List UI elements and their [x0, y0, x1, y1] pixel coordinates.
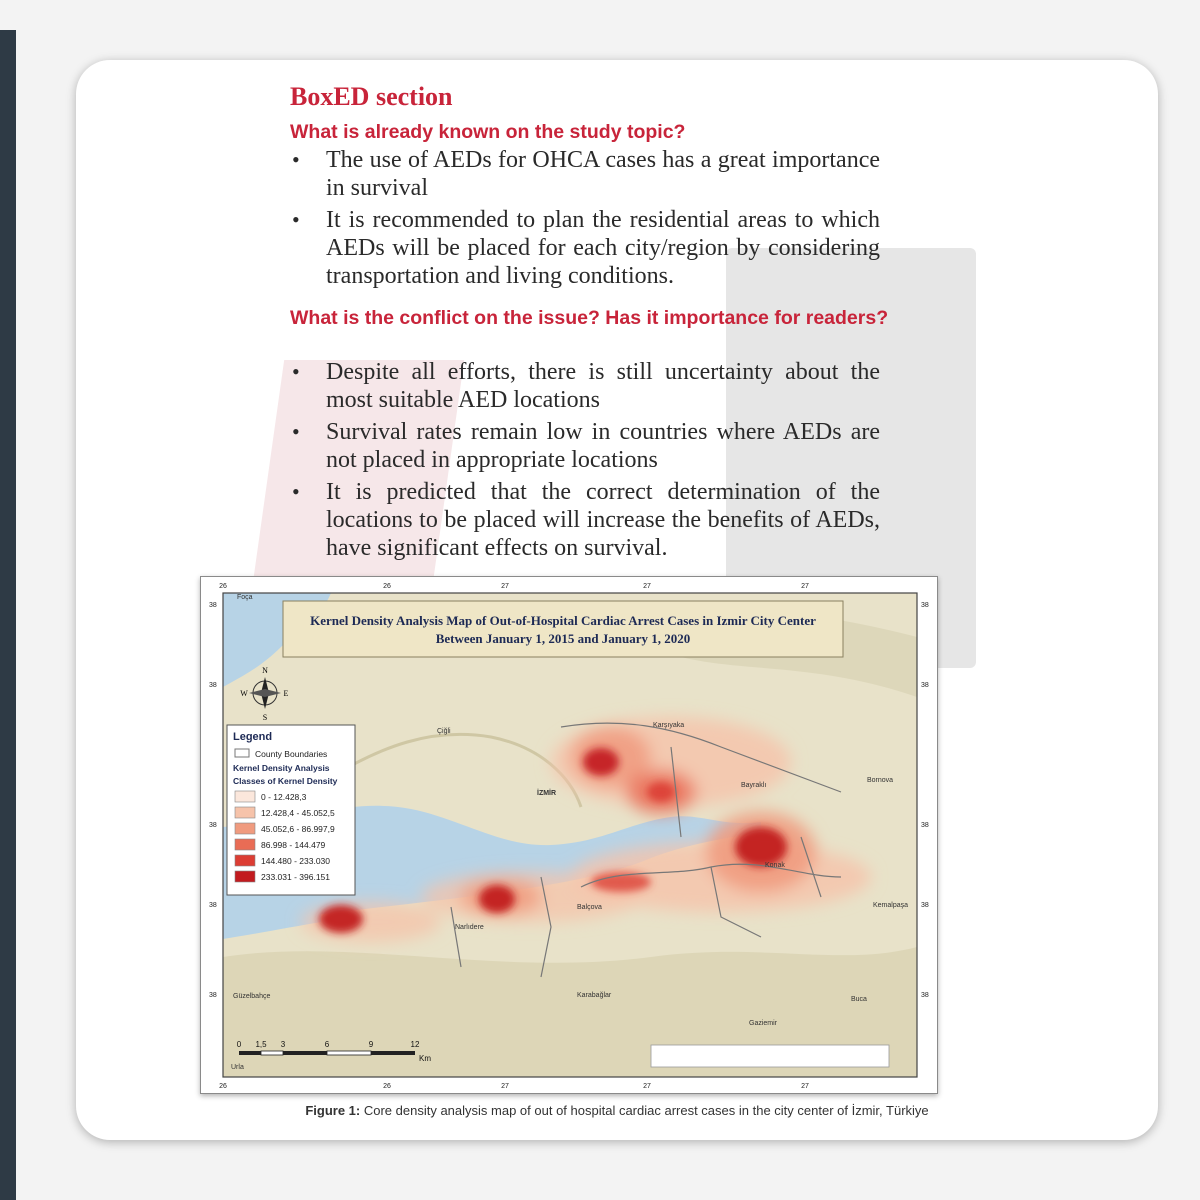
- kernel-density-map: [200, 576, 938, 1094]
- legend-boundary-label: County Boundaries: [255, 749, 328, 759]
- coord-left-label: 38: [209, 602, 217, 609]
- compass-w: W: [240, 689, 248, 698]
- legend-swatch: [235, 807, 255, 818]
- place-label-guzelbahce: Güzelbahçe: [233, 993, 271, 1000]
- coord-left-label: 38: [209, 902, 217, 909]
- coord-right-label: 38: [921, 992, 929, 999]
- legend-class-label: 45.052,6 - 86.997,9: [261, 824, 335, 834]
- place-label-buca: Buca: [851, 996, 867, 1003]
- place-label-gaziemir: Gaziemir: [749, 1020, 778, 1027]
- coord-left-label: 38: [209, 682, 217, 689]
- bullet-item: • It is predicted that the correct determination of the locations to be placed will increase the benefits of AEDs, have significant effects on survival.: [290, 478, 880, 562]
- conflict-bullet-list: [290, 358, 880, 566]
- question-conflict-heading: What is the conflict on the issue? Has it importance for readers?: [290, 307, 889, 329]
- coord-bottom-label: 26: [383, 1083, 391, 1090]
- place-label-balcova: Balçova: [577, 904, 602, 911]
- coord-top-label: 26: [219, 583, 227, 590]
- legend-kda-label: Kernel Density Analysis: [233, 763, 330, 773]
- place-label-bornova: Bornova: [867, 777, 894, 784]
- scale-tick-label: 9: [368, 1040, 374, 1049]
- map-title-line2: Between January 1, 2015 and January 1, 2020: [435, 631, 691, 646]
- place-label-narlidere: Narlıdere: [455, 924, 484, 931]
- scale-tick-label: 6: [324, 1040, 330, 1049]
- figure-caption-text: Core density analysis map of out of hospital cardiac arrest cases in the city center of İzmir, Türkiye: [360, 1103, 929, 1118]
- coord-bottom-label: 26: [219, 1083, 227, 1090]
- coord-right-label: 38: [921, 902, 929, 909]
- coord-left-label: 38: [209, 992, 217, 999]
- map-legend: [227, 725, 355, 895]
- compass-e: E: [283, 689, 289, 698]
- coord-bottom-label: 27: [501, 1083, 509, 1090]
- legend-swatch: [235, 855, 255, 866]
- legend-swatch: [235, 791, 255, 802]
- left-accent-bar: [0, 30, 16, 1200]
- scale-tick-label: 3: [280, 1040, 286, 1049]
- coord-right-label: 38: [921, 822, 929, 829]
- scale-tick-label: 0: [236, 1040, 242, 1049]
- compass-s: S: [262, 713, 268, 722]
- legend-class-label: 12.428,4 - 45.052,5: [261, 808, 335, 818]
- place-label-karsiyaka: Karşıyaka: [653, 722, 685, 729]
- map-svg: [201, 577, 937, 1093]
- scale-unit: Km: [419, 1054, 431, 1063]
- attribution-box: [651, 1045, 889, 1067]
- coord-bottom-label: 27: [801, 1083, 809, 1090]
- legend-class-label: 144.480 - 233.030: [261, 856, 331, 866]
- coord-top-label: 27: [501, 583, 509, 590]
- legend-swatch: [235, 871, 255, 882]
- legend-title: Legend: [233, 731, 273, 743]
- legend-classes-label: Classes of Kernel Density: [233, 776, 338, 786]
- coord-left-label: 38: [209, 822, 217, 829]
- coord-top-label: 27: [801, 583, 809, 590]
- figure-caption-label: Figure 1:: [305, 1103, 361, 1118]
- place-label-konak: Konak: [765, 862, 785, 869]
- scale-tick-label: 12: [410, 1040, 420, 1049]
- known-bullet-list: [290, 146, 880, 294]
- legend-class-label: 233.031 - 396.151: [261, 872, 331, 882]
- compass-n: N: [262, 666, 268, 675]
- figure-caption: [76, 1103, 1158, 1118]
- place-label-izmir: İZMİR: [537, 790, 557, 797]
- legend-class-label: 0 - 12.428,3: [261, 792, 307, 802]
- legend-swatch: [235, 839, 255, 850]
- coord-top-label: 26: [383, 583, 391, 590]
- coord-right-label: 38: [921, 682, 929, 689]
- place-label-karabaglar: Karabağlar: [577, 992, 612, 999]
- coord-bottom-label: 27: [643, 1083, 651, 1090]
- place-label-bayrakli: Bayraklı: [741, 782, 767, 789]
- bullet-item: • Survival rates remain low in countries where AEDs are not placed in appropriate locations: [290, 418, 880, 474]
- bullet-item: • Despite all efforts, there is still uncertainty about the most suitable AED locations: [290, 358, 880, 414]
- bullet-item: • It is recommended to plan the residential areas to which AEDs will be placed for each city/region by considering transportation and living conditions.: [290, 206, 880, 290]
- bullet-item: • The use of AEDs for OHCA cases has a great importance in survival: [290, 146, 880, 202]
- place-label-kemalpasa: Kemalpaşa: [873, 902, 909, 909]
- legend-class-label: 86.998 - 144.479: [261, 840, 326, 850]
- legend-swatch: [235, 823, 255, 834]
- section-title: BoxED section: [290, 82, 453, 111]
- scale-tick-label: 1,5: [255, 1040, 267, 1049]
- boxed-section-card: [76, 60, 1158, 1140]
- coord-top-label: 27: [643, 583, 651, 590]
- place-label-foca: Foça: [237, 594, 253, 601]
- place-label-urla: Urla: [231, 1064, 244, 1071]
- place-label-cigli: Çiğli: [437, 728, 451, 735]
- question-known-heading: What is already known on the study topic?: [290, 121, 686, 143]
- map-title-line1: Kernel Density Analysis Map of Out-of-Hospital Cardiac Arrest Cases in Izmir City Center: [310, 613, 816, 628]
- map-title-box: [283, 601, 843, 657]
- coord-right-label: 38: [921, 602, 929, 609]
